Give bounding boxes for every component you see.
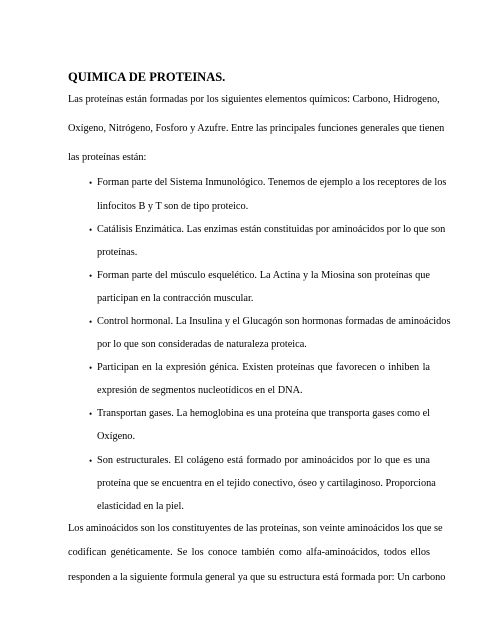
bullet-5-line-2: expresión de segmentos nucleotídicos en el DNA. — [97, 385, 303, 396]
bullet-6-line-1: Transportan gases. La hemoglobina es una proteína que transporta gases como el — [97, 408, 431, 419]
bullet-marker: • — [89, 317, 93, 327]
bullet-4-line-2: por lo que son consideradas de naturaleza proteica. — [97, 339, 307, 350]
bullet-3-line-2: participan en la contracción muscular. — [97, 293, 254, 304]
bullet-3-line-1: Forman parte del músculo esquelético. La Actina y la Miosina son proteínas que — [97, 270, 430, 281]
bullet-4-line-1: Control hormonal. La Insulina y el Glucagón son hormonas formadas de aminoácidos — [97, 316, 451, 327]
intro-line-3: las proteínas están: — [68, 152, 147, 163]
bullet-marker: • — [89, 363, 93, 373]
bullet-7-line-1: Son estructurales. El colágeno está formado por aminoácidos por lo que es una — [97, 455, 430, 466]
bullet-7-line-2: proteína que se encuentra en el tejido conectivo, óseo y cartilaginoso. Proporciona — [97, 478, 436, 489]
document-title: QUIMICA DE PROTEINAS. — [68, 70, 226, 84]
bullet-1-line-2: linfocitos B y T son de tipo proteico. — [97, 201, 249, 212]
closing-line-1: Los aminoácidos son los constituyentes de las proteínas, son veinte aminoácidos los que se — [68, 523, 443, 534]
closing-line-2: codifican genéticamente. Se los conoce también como alfa-aminoácidos, todos ellos — [68, 547, 430, 558]
bullet-5-line-1: Participan en la expresión génica. Existen proteínas que favorecen o inhiben la — [97, 362, 430, 373]
bullet-marker: • — [89, 409, 93, 419]
intro-line-1: Las proteínas están formadas por los siguientes elementos químicos: Carbono, Hidrogeno, — [68, 94, 440, 105]
bullet-2-line-1: Catálisis Enzimática. Las enzimas están constituidas por aminoácidos por lo que son — [97, 224, 446, 235]
bullet-marker: • — [89, 271, 93, 281]
bullet-marker: • — [89, 178, 93, 188]
bullet-7-line-3: elasticidad en la piel. — [97, 501, 184, 512]
intro-line-2: Oxígeno, Nitrógeno, Fosforo y Azufre. Entre las principales funciones generales que tienen — [68, 123, 445, 134]
closing-line-3: responden a la siguiente formula general ya que su estructura está formada por: Un carbono — [68, 572, 446, 583]
bullet-marker: • — [89, 225, 93, 235]
bullet-marker: • — [89, 456, 93, 466]
bullet-2-line-2: proteínas. — [97, 247, 138, 258]
bullet-6-line-2: Oxígeno. — [97, 431, 136, 442]
bullet-1-line-1: Forman parte del Sistema Inmunológico. Tenemos de ejemplo a los receptores de los — [97, 177, 447, 188]
